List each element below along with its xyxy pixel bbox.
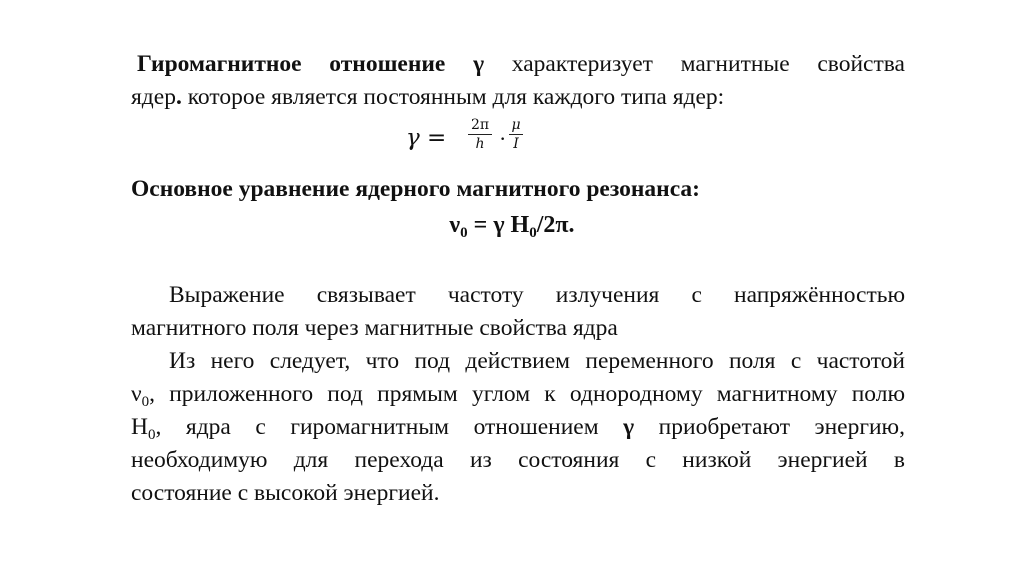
formula1-frac2-den: I <box>509 134 523 153</box>
para1-line1-rest: характеризует магнитные свойства <box>484 51 905 77</box>
para1-line2-start: ядер <box>131 84 176 110</box>
formula2-nu-sub: 0 <box>460 225 468 241</box>
para3-nu-sub: 0 <box>141 394 150 410</box>
formula1-frac1-den: h <box>468 134 492 153</box>
para2-line2: магнитного поля через магнитные свойства ядра <box>131 315 618 341</box>
para1-line2-rest: которое является постоянным для каждого типа ядер: <box>181 84 725 110</box>
formula1-dot: · <box>499 126 507 151</box>
para1-line2-dot: . <box>175 84 182 110</box>
para3-gamma: γ <box>623 414 635 440</box>
formula2-middle: = γ H <box>467 212 530 238</box>
para1-line2 <box>131 81 905 114</box>
para3-line2-rest: , приложенного под прямым углом к однородному магнитному полю <box>149 381 905 407</box>
formula1-frac2-num: μ <box>511 117 521 133</box>
para1-line1 <box>137 48 905 81</box>
para3-nu: ν <box>131 381 142 407</box>
formula1-fraction-mu-i <box>509 116 523 153</box>
para3-line4: необходимую для перехода из состояния с низкой энергией в <box>131 447 905 473</box>
para3-line3-mid: , ядра с гиромагнитным отношением <box>155 414 624 440</box>
formula2-h-sub: 0 <box>529 225 537 241</box>
formula2-tail: /2π. <box>536 212 575 238</box>
section-heading: Основное уравнение ядерного магнитного резонанса: <box>131 176 700 202</box>
resonance-formula <box>0 212 1024 242</box>
para3-line1: Из него следует, что под действием переменного поля с частотой <box>169 348 905 374</box>
formula1-fraction-2pi-h <box>468 116 492 153</box>
para1-bold-lead: Гиромагнитное отношение γ <box>137 51 485 77</box>
para2-line1: Выражение связывает частоту излучения с напряжённостью <box>169 282 905 308</box>
para3-line5: состояние с высокой энергией. <box>131 480 440 506</box>
formula1-frac1-num: 2π <box>470 117 490 133</box>
formula2-nu: ν <box>449 212 461 238</box>
para3-h-sub: 0 <box>147 427 156 443</box>
formula1-lhs: γ = <box>406 125 447 151</box>
para3-line3-end: приобретают энергию, <box>634 414 905 440</box>
para3-h: H <box>131 414 148 440</box>
